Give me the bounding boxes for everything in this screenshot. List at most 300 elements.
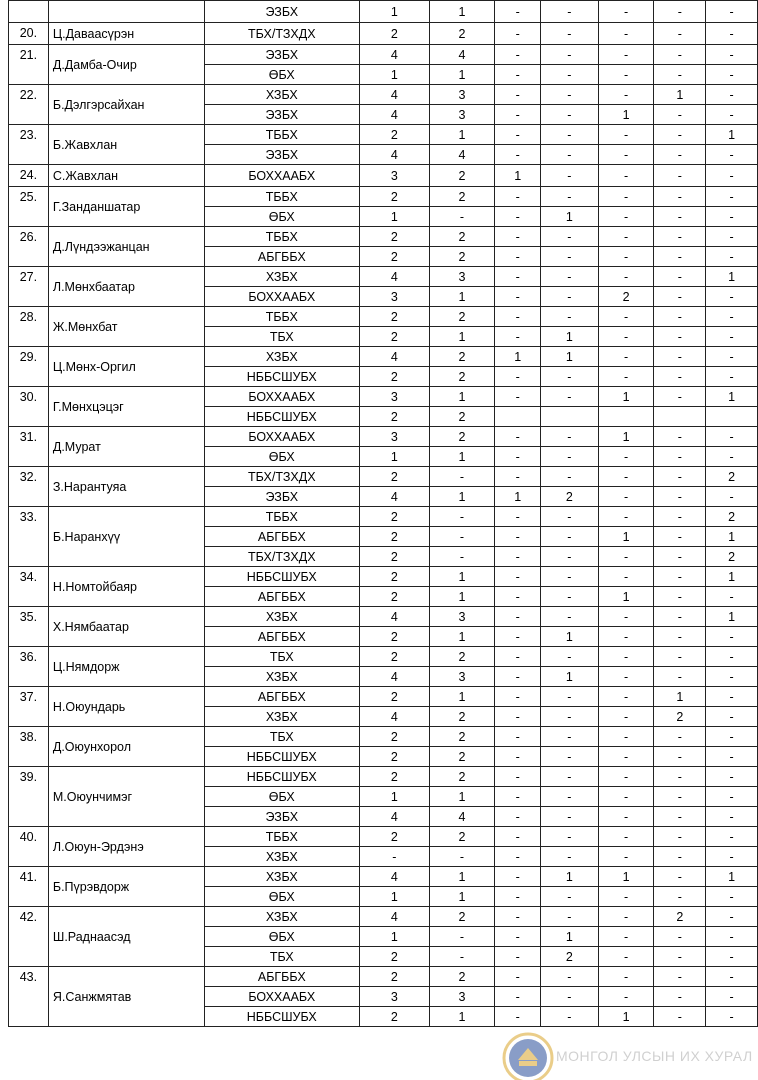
committee-cell: ЭЗБХ [204,45,359,65]
col-b-cell: - [541,467,599,487]
table-row [9,1,758,23]
required-cell: 2 [360,587,430,607]
col-b-cell: - [541,747,599,767]
col-d-cell: - [654,627,706,647]
col-e-cell: - [706,105,758,125]
col-e-cell: - [706,707,758,727]
col-c-cell: - [598,327,654,347]
col-a-cell: - [495,687,541,707]
table-row [9,567,758,587]
col-a-cell: - [495,187,541,207]
attended-cell: 1 [429,65,495,85]
committee-cell: НББСШУБХ [204,407,359,427]
member-name: Б.Пүрэвдорж [48,867,204,907]
committee-cell: ТББХ [204,187,359,207]
committee-cell: АБГББХ [204,587,359,607]
col-d-cell: - [654,227,706,247]
table-row [9,165,758,187]
attended-cell: 1 [429,487,495,507]
col-c-cell [598,407,654,427]
col-b-cell: 1 [541,327,599,347]
member-number: 32. [9,467,49,507]
col-b-cell: - [541,687,599,707]
col-e-cell: 1 [706,387,758,407]
member-name: Л.Мөнхбаатар [48,267,204,307]
col-c-cell: - [598,165,654,187]
col-b-cell [541,407,599,427]
attended-cell: 1 [429,687,495,707]
required-cell: 2 [360,407,430,427]
attended-cell: 2 [429,165,495,187]
col-d-cell: - [654,207,706,227]
committee-cell: НББСШУБХ [204,767,359,787]
col-e-cell: - [706,23,758,45]
col-b-cell: 1 [541,867,599,887]
col-e-cell: 1 [706,867,758,887]
col-b-cell: - [541,907,599,927]
required-cell: 2 [360,507,430,527]
table-row [9,125,758,145]
committee-cell: ТББХ [204,125,359,145]
col-a-cell: - [495,747,541,767]
col-e-cell: - [706,165,758,187]
col-e-cell: - [706,187,758,207]
member-number: 37. [9,687,49,727]
member-name: Г.Занданшатар [48,187,204,227]
table-row [9,187,758,207]
required-cell: 2 [360,247,430,267]
table-row [9,467,758,487]
col-d-cell: - [654,667,706,687]
col-d-cell: - [654,767,706,787]
col-e-cell: - [706,947,758,967]
col-e-cell: - [706,307,758,327]
committee-cell: ТБХ [204,947,359,967]
attendance-table [8,0,758,1027]
attended-cell: 1 [429,867,495,887]
required-cell: 2 [360,687,430,707]
col-c-cell: - [598,187,654,207]
col-e-cell: - [706,367,758,387]
attended-cell: 1 [429,287,495,307]
col-b-cell: 1 [541,207,599,227]
member-number: 24. [9,165,49,187]
col-b-cell: - [541,447,599,467]
table-row [9,85,758,105]
attended-cell: 2 [429,907,495,927]
attended-cell: 2 [429,767,495,787]
col-a-cell: - [495,65,541,85]
col-a-cell: - [495,727,541,747]
committee-cell: ӨБХ [204,65,359,85]
col-e-cell: - [706,847,758,867]
col-c-cell: - [598,65,654,85]
col-c-cell: - [598,787,654,807]
col-b-cell: - [541,125,599,145]
attended-cell: - [429,927,495,947]
required-cell: 2 [360,947,430,967]
required-cell: 1 [360,207,430,227]
attended-cell: 1 [429,1007,495,1027]
col-b-cell: - [541,145,599,165]
col-e-cell: - [706,227,758,247]
committee-cell: ЭЗБХ [204,487,359,507]
member-number: 41. [9,867,49,907]
member-number: 30. [9,387,49,427]
col-c-cell: - [598,907,654,927]
required-cell: 2 [360,1007,430,1027]
attended-cell: 2 [429,187,495,207]
table-row [9,427,758,447]
col-d-cell: - [654,787,706,807]
member-name: Ж.Мөнхбат [48,307,204,347]
col-d-cell: - [654,467,706,487]
col-a-cell: - [495,607,541,627]
col-c-cell: - [598,807,654,827]
member-number: 34. [9,567,49,607]
col-b-cell: - [541,65,599,85]
col-c-cell: - [598,23,654,45]
committee-cell: НББСШУБХ [204,367,359,387]
col-c-cell: - [598,207,654,227]
attended-cell: 4 [429,145,495,165]
col-c-cell: 1 [598,427,654,447]
committee-cell: НББСШУБХ [204,567,359,587]
col-c-cell: 1 [598,105,654,125]
col-d-cell: - [654,307,706,327]
committee-cell: ХЗБХ [204,847,359,867]
required-cell: 2 [360,967,430,987]
required-cell: 4 [360,267,430,287]
col-b-cell: - [541,547,599,567]
col-a-cell: - [495,827,541,847]
committee-cell: НББСШУБХ [204,747,359,767]
col-a-cell: - [495,787,541,807]
attended-cell: 3 [429,267,495,287]
col-c-cell: - [598,667,654,687]
col-e-cell: 1 [706,567,758,587]
col-a-cell: - [495,907,541,927]
attended-cell: 2 [429,747,495,767]
col-d-cell [654,407,706,427]
member-name: Ц.Нямдорж [48,647,204,687]
table-row [9,227,758,247]
attended-cell: 2 [429,367,495,387]
member-name: С.Жавхлан [48,165,204,187]
attended-cell: 1 [429,1,495,23]
committee-cell: ЭЗБХ [204,145,359,165]
col-e-cell: - [706,807,758,827]
member-name: Д.Оюунхорол [48,727,204,767]
required-cell: 4 [360,867,430,887]
col-a-cell: 1 [495,165,541,187]
col-b-cell: 1 [541,347,599,367]
col-a-cell: - [495,105,541,125]
col-e-cell: - [706,727,758,747]
col-c-cell: - [598,947,654,967]
col-b-cell: - [541,85,599,105]
attended-cell: 3 [429,667,495,687]
col-e-cell: 1 [706,607,758,627]
table-row [9,23,758,45]
col-e-cell: - [706,627,758,647]
required-cell: 1 [360,787,430,807]
col-b-cell: - [541,827,599,847]
required-cell: 3 [360,387,430,407]
col-a-cell: - [495,287,541,307]
col-e-cell: - [706,487,758,507]
committee-cell: ТББХ [204,507,359,527]
required-cell: 2 [360,627,430,647]
member-name: Ц.Мөнх-Оргил [48,347,204,387]
committee-cell: ӨБХ [204,887,359,907]
col-e-cell: 1 [706,125,758,145]
col-a-cell [495,407,541,427]
col-e-cell: - [706,587,758,607]
committee-cell: ТБХ/ТЗХДХ [204,23,359,45]
committee-cell: ХЗБХ [204,667,359,687]
col-b-cell: 1 [541,667,599,687]
col-d-cell: - [654,45,706,65]
col-c-cell: - [598,447,654,467]
col-a-cell: - [495,45,541,65]
col-e-cell: - [706,747,758,767]
col-d-cell: 1 [654,687,706,707]
col-c-cell: - [598,547,654,567]
col-e-cell: - [706,247,758,267]
col-c-cell: 2 [598,287,654,307]
col-a-cell: - [495,145,541,165]
attended-cell: 2 [429,827,495,847]
col-d-cell: 2 [654,907,706,927]
attended-cell: - [429,207,495,227]
col-a-cell: - [495,947,541,967]
attended-cell: 4 [429,807,495,827]
committee-cell: ӨБХ [204,927,359,947]
member-number: 22. [9,85,49,125]
col-b-cell: 2 [541,487,599,507]
col-d-cell: - [654,387,706,407]
col-b-cell: - [541,105,599,125]
col-c-cell: - [598,827,654,847]
required-cell: 3 [360,165,430,187]
col-b-cell: - [541,987,599,1007]
col-d-cell: - [654,607,706,627]
col-b-cell: - [541,367,599,387]
attended-cell: 1 [429,627,495,647]
watermark-text: МОНГОЛ УЛСЫН ИХ ХУРАЛ [556,1048,753,1064]
required-cell: 4 [360,347,430,367]
col-d-cell: - [654,727,706,747]
col-e-cell: - [706,1007,758,1027]
member-number: 40. [9,827,49,867]
col-d-cell: - [654,547,706,567]
col-b-cell: - [541,227,599,247]
col-d-cell: - [654,187,706,207]
col-c-cell: - [598,507,654,527]
attended-cell: 1 [429,567,495,587]
col-a-cell: - [495,307,541,327]
attended-cell: 2 [429,707,495,727]
col-a-cell: - [495,587,541,607]
col-e-cell: - [706,45,758,65]
table-row [9,687,758,707]
col-a-cell: - [495,267,541,287]
col-c-cell: - [598,647,654,667]
col-e-cell: - [706,967,758,987]
committee-cell: ХЗБХ [204,347,359,367]
attended-cell: 3 [429,85,495,105]
member-number: 27. [9,267,49,307]
committee-cell: ХЗБХ [204,267,359,287]
col-c-cell: 1 [598,867,654,887]
attended-cell: 2 [429,407,495,427]
col-a-cell: - [495,527,541,547]
required-cell: 4 [360,487,430,507]
table-row [9,967,758,987]
col-a-cell: - [495,967,541,987]
col-a-cell: - [495,427,541,447]
col-b-cell: - [541,507,599,527]
required-cell: 4 [360,707,430,727]
col-d-cell: - [654,567,706,587]
col-d-cell: - [654,647,706,667]
col-d-cell: - [654,247,706,267]
col-e-cell: - [706,667,758,687]
attended-cell: 1 [429,327,495,347]
committee-cell: ХЗБХ [204,707,359,727]
col-a-cell: 1 [495,347,541,367]
committee-cell: ЭЗБХ [204,807,359,827]
col-b-cell: 1 [541,927,599,947]
member-name: Г.Мөнхцэцэг [48,387,204,427]
col-d-cell: - [654,987,706,1007]
col-a-cell: - [495,447,541,467]
col-a-cell: - [495,387,541,407]
col-e-cell: 2 [706,547,758,567]
col-e-cell: - [706,887,758,907]
col-d-cell: - [654,347,706,367]
member-name: М.Оюунчимэг [48,767,204,827]
col-d-cell: - [654,327,706,347]
attended-cell: 1 [429,387,495,407]
col-e-cell: - [706,145,758,165]
required-cell: 2 [360,747,430,767]
col-e-cell: - [706,85,758,105]
col-c-cell: - [598,347,654,367]
col-d-cell: - [654,447,706,467]
attended-cell: 3 [429,607,495,627]
member-name: Я.Санжмятав [48,967,204,1027]
col-e-cell: - [706,907,758,927]
col-d-cell: - [654,427,706,447]
col-a-cell: - [495,647,541,667]
col-e-cell: 1 [706,527,758,547]
committee-cell: ӨБХ [204,207,359,227]
col-a-cell: - [495,1,541,23]
committee-cell: ӨБХ [204,447,359,467]
col-c-cell: - [598,627,654,647]
member-number: 26. [9,227,49,267]
col-e-cell: - [706,207,758,227]
attended-cell: - [429,847,495,867]
member-name: Д.Лүндээжанцан [48,227,204,267]
table-row [9,827,758,847]
required-cell: 4 [360,45,430,65]
committee-cell: ЭЗБХ [204,1,359,23]
col-a-cell: - [495,125,541,145]
table-row [9,387,758,407]
col-d-cell: - [654,887,706,907]
col-e-cell: - [706,327,758,347]
table-row [9,347,758,367]
required-cell: 4 [360,907,430,927]
committee-cell: ХЗБХ [204,607,359,627]
table-row [9,45,758,65]
col-c-cell: - [598,707,654,727]
col-d-cell: - [654,105,706,125]
member-number: 23. [9,125,49,165]
col-a-cell: - [495,1007,541,1027]
member-number: 36. [9,647,49,687]
col-a-cell: - [495,327,541,347]
table-row [9,727,758,747]
member-number: 43. [9,967,49,1027]
required-cell: 4 [360,85,430,105]
col-d-cell: 2 [654,707,706,727]
col-c-cell: - [598,847,654,867]
col-b-cell: - [541,427,599,447]
col-e-cell: - [706,827,758,847]
required-cell: 2 [360,547,430,567]
committee-cell: ХЗБХ [204,907,359,927]
required-cell: 4 [360,807,430,827]
committee-cell: АБГББХ [204,627,359,647]
attended-cell: 2 [429,23,495,45]
col-b-cell: - [541,1007,599,1027]
col-d-cell: - [654,125,706,145]
table-row [9,607,758,627]
attended-cell: 2 [429,227,495,247]
col-e-cell: - [706,287,758,307]
col-e-cell: - [706,687,758,707]
col-c-cell: - [598,747,654,767]
attended-cell: 1 [429,587,495,607]
attended-cell: 2 [429,307,495,327]
col-b-cell: - [541,267,599,287]
col-c-cell: - [598,85,654,105]
col-d-cell: - [654,507,706,527]
col-b-cell: - [541,387,599,407]
col-a-cell: - [495,207,541,227]
member-name: Л.Оюун-Эрдэнэ [48,827,204,867]
col-d-cell: - [654,65,706,85]
required-cell: 3 [360,987,430,1007]
required-cell: 4 [360,105,430,125]
col-e-cell: - [706,347,758,367]
table-row [9,267,758,287]
col-b-cell: - [541,247,599,267]
required-cell: 2 [360,727,430,747]
member-number: 21. [9,45,49,85]
member-number: 33. [9,507,49,567]
committee-cell: ТБХ [204,727,359,747]
col-d-cell: - [654,867,706,887]
committee-cell: АБГББХ [204,687,359,707]
col-e-cell: 1 [706,267,758,287]
col-c-cell: - [598,487,654,507]
required-cell: 2 [360,307,430,327]
